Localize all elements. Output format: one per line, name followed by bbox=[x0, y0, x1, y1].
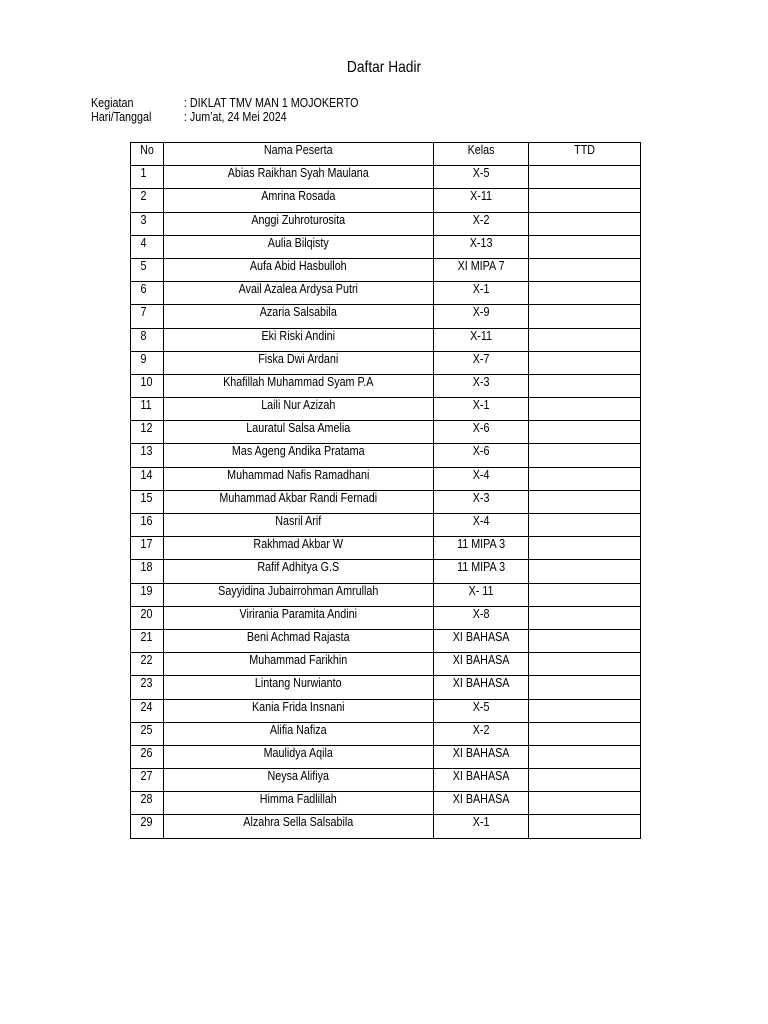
cell-no: 19 bbox=[131, 583, 164, 606]
table-row bbox=[131, 676, 641, 699]
cell-kelas: X-5 bbox=[433, 166, 528, 189]
table-row bbox=[131, 398, 641, 421]
cell-no: 29 bbox=[131, 815, 164, 838]
document-title: Daftar Hadir bbox=[346, 59, 422, 76]
table-row bbox=[131, 212, 641, 235]
cell-signature bbox=[528, 166, 640, 189]
cell-no: 28 bbox=[131, 792, 164, 815]
cell-signature bbox=[528, 606, 640, 629]
cell-no: 16 bbox=[131, 514, 164, 537]
meta-value: : Jum’at, 24 Mei 2024 bbox=[183, 110, 287, 124]
cell-name: Muhammad Farikhin bbox=[164, 653, 434, 676]
cell-kelas: XI MIPA 7 bbox=[433, 258, 528, 281]
cell-no: 26 bbox=[131, 745, 164, 768]
cell-name: Aufa Abid Hasbulloh bbox=[164, 258, 434, 281]
meta-label: Hari/Tanggal bbox=[91, 110, 152, 124]
cell-name: Avail Azalea Ardysa Putri bbox=[164, 282, 434, 305]
cell-name: Beni Achmad Rajasta bbox=[164, 629, 434, 652]
table-row bbox=[131, 189, 641, 212]
table-row bbox=[131, 328, 641, 351]
cell-kelas: X-9 bbox=[433, 305, 528, 328]
cell-signature bbox=[528, 769, 640, 792]
cell-name: Rakhmad Akbar W bbox=[164, 537, 434, 560]
cell-no: 9 bbox=[131, 351, 164, 374]
cell-kelas: X-6 bbox=[433, 421, 528, 444]
cell-name: Himma Fadlillah bbox=[164, 792, 434, 815]
cell-name: Neysa Alifiya bbox=[164, 769, 434, 792]
table-row bbox=[131, 653, 641, 676]
cell-signature bbox=[528, 235, 640, 258]
cell-kelas: X-6 bbox=[433, 444, 528, 467]
cell-kelas: XI BAHASA bbox=[433, 676, 528, 699]
cell-name: Lintang Nurwianto bbox=[164, 676, 434, 699]
cell-signature bbox=[528, 537, 640, 560]
table-row bbox=[131, 583, 641, 606]
cell-no: 8 bbox=[131, 328, 164, 351]
table-row bbox=[131, 699, 641, 722]
table-body bbox=[131, 166, 641, 838]
cell-no: 7 bbox=[131, 305, 164, 328]
cell-signature bbox=[528, 722, 640, 745]
cell-name: Alzahra Sella Salsabila bbox=[164, 815, 434, 838]
cell-signature bbox=[528, 258, 640, 281]
cell-no: 4 bbox=[131, 235, 164, 258]
table-row bbox=[131, 374, 641, 397]
table-row bbox=[131, 769, 641, 792]
cell-no: 3 bbox=[131, 212, 164, 235]
cell-kelas: XI BAHASA bbox=[433, 653, 528, 676]
cell-signature bbox=[528, 815, 640, 838]
cell-kelas: X-1 bbox=[433, 282, 528, 305]
header-kelas: Kelas bbox=[433, 143, 528, 166]
cell-signature bbox=[528, 560, 640, 583]
cell-kelas: 11 MIPA 3 bbox=[433, 537, 528, 560]
table-row bbox=[131, 235, 641, 258]
cell-no: 1 bbox=[131, 166, 164, 189]
cell-signature bbox=[528, 467, 640, 490]
table-row bbox=[131, 629, 641, 652]
cell-name: Muhammad Akbar Randi Fernadi bbox=[164, 490, 434, 513]
table-row bbox=[131, 606, 641, 629]
cell-no: 23 bbox=[131, 676, 164, 699]
cell-kelas: XI BAHASA bbox=[433, 792, 528, 815]
cell-no: 27 bbox=[131, 769, 164, 792]
cell-no: 5 bbox=[131, 258, 164, 281]
cell-name: Aulia Bilqisty bbox=[164, 235, 434, 258]
cell-name: Mas Ageng Andika Pratama bbox=[164, 444, 434, 467]
meta-label: Kegiatan bbox=[91, 96, 134, 110]
cell-signature bbox=[528, 421, 640, 444]
cell-no: 20 bbox=[131, 606, 164, 629]
cell-name: Kania Frida Insnani bbox=[164, 699, 434, 722]
cell-kelas: X-1 bbox=[433, 815, 528, 838]
cell-no: 12 bbox=[131, 421, 164, 444]
cell-signature bbox=[528, 699, 640, 722]
table-row bbox=[131, 490, 641, 513]
cell-kelas: X-5 bbox=[433, 699, 528, 722]
meta-kegiatan bbox=[91, 96, 359, 110]
cell-signature bbox=[528, 792, 640, 815]
table-row bbox=[131, 514, 641, 537]
cell-no: 21 bbox=[131, 629, 164, 652]
cell-kelas: X- 11 bbox=[433, 583, 528, 606]
cell-kelas: X-2 bbox=[433, 722, 528, 745]
cell-signature bbox=[528, 305, 640, 328]
cell-signature bbox=[528, 398, 640, 421]
cell-no: 15 bbox=[131, 490, 164, 513]
cell-no: 14 bbox=[131, 467, 164, 490]
header-name: Nama Peserta bbox=[164, 143, 434, 166]
cell-signature bbox=[528, 351, 640, 374]
cell-kelas: X-1 bbox=[433, 398, 528, 421]
cell-signature bbox=[528, 374, 640, 397]
cell-kelas: X-2 bbox=[433, 212, 528, 235]
cell-signature bbox=[528, 328, 640, 351]
cell-kelas: XI BAHASA bbox=[433, 769, 528, 792]
cell-signature bbox=[528, 676, 640, 699]
cell-signature bbox=[528, 583, 640, 606]
cell-name: Maulidya Aqila bbox=[164, 745, 434, 768]
table-row bbox=[131, 467, 641, 490]
cell-kelas: X-3 bbox=[433, 490, 528, 513]
cell-name: Virirania Paramita Andini bbox=[164, 606, 434, 629]
cell-kelas: 11 MIPA 3 bbox=[433, 560, 528, 583]
table-row bbox=[131, 792, 641, 815]
table-row bbox=[131, 282, 641, 305]
table-row bbox=[131, 815, 641, 838]
cell-signature bbox=[528, 212, 640, 235]
table-row bbox=[131, 258, 641, 281]
meta-hari-tanggal bbox=[91, 110, 287, 124]
cell-kelas: XI BAHASA bbox=[433, 629, 528, 652]
cell-signature bbox=[528, 189, 640, 212]
cell-signature bbox=[528, 514, 640, 537]
cell-no: 17 bbox=[131, 537, 164, 560]
cell-signature bbox=[528, 629, 640, 652]
table-row bbox=[131, 166, 641, 189]
table-row bbox=[131, 745, 641, 768]
cell-name: Nasril Arif bbox=[164, 514, 434, 537]
header-no: No bbox=[131, 143, 164, 166]
cell-no: 24 bbox=[131, 699, 164, 722]
cell-no: 10 bbox=[131, 374, 164, 397]
cell-name: Alifia Nafiza bbox=[164, 722, 434, 745]
cell-name: Sayyidina Jubairrohman Amrullah bbox=[164, 583, 434, 606]
cell-kelas: XI BAHASA bbox=[433, 745, 528, 768]
cell-kelas: X-4 bbox=[433, 467, 528, 490]
cell-no: 2 bbox=[131, 189, 164, 212]
table-row bbox=[131, 560, 641, 583]
cell-name: Amrina Rosada bbox=[164, 189, 434, 212]
cell-signature bbox=[528, 653, 640, 676]
table-row bbox=[131, 444, 641, 467]
cell-name: Rafif Adhitya G.S bbox=[164, 560, 434, 583]
cell-kelas: X-8 bbox=[433, 606, 528, 629]
header-ttd: TTD bbox=[528, 143, 640, 166]
cell-kelas: X-13 bbox=[433, 235, 528, 258]
cell-no: 25 bbox=[131, 722, 164, 745]
cell-name: Laili Nur Azizah bbox=[164, 398, 434, 421]
cell-no: 22 bbox=[131, 653, 164, 676]
cell-name: Lauratul Salsa Amelia bbox=[164, 421, 434, 444]
cell-name: Eki Riski Andini bbox=[164, 328, 434, 351]
cell-no: 11 bbox=[131, 398, 164, 421]
cell-name: Abias Raikhan Syah Maulana bbox=[164, 166, 434, 189]
table-row bbox=[131, 351, 641, 374]
cell-no: 13 bbox=[131, 444, 164, 467]
cell-name: Fiska Dwi Ardani bbox=[164, 351, 434, 374]
cell-name: Azaria Salsabila bbox=[164, 305, 434, 328]
table-row bbox=[131, 722, 641, 745]
table-row bbox=[131, 305, 641, 328]
cell-name: Anggi Zuhroturosita bbox=[164, 212, 434, 235]
meta-value: : DIKLAT TMV MAN 1 MOJOKERTO bbox=[183, 96, 359, 110]
table-row bbox=[131, 537, 641, 560]
cell-signature bbox=[528, 745, 640, 768]
cell-signature bbox=[528, 282, 640, 305]
cell-name: Muhammad Nafis Ramadhani bbox=[164, 467, 434, 490]
cell-kelas: X-3 bbox=[433, 374, 528, 397]
cell-signature bbox=[528, 444, 640, 467]
cell-no: 6 bbox=[131, 282, 164, 305]
attendance-table bbox=[130, 142, 641, 839]
cell-kelas: X-11 bbox=[433, 189, 528, 212]
table-header-row bbox=[131, 143, 641, 166]
cell-kelas: X-4 bbox=[433, 514, 528, 537]
cell-name: Khafillah Muhammad Syam P.A bbox=[164, 374, 434, 397]
cell-signature bbox=[528, 490, 640, 513]
cell-no: 18 bbox=[131, 560, 164, 583]
cell-kelas: X-11 bbox=[433, 328, 528, 351]
table-row bbox=[131, 421, 641, 444]
cell-kelas: X-7 bbox=[433, 351, 528, 374]
